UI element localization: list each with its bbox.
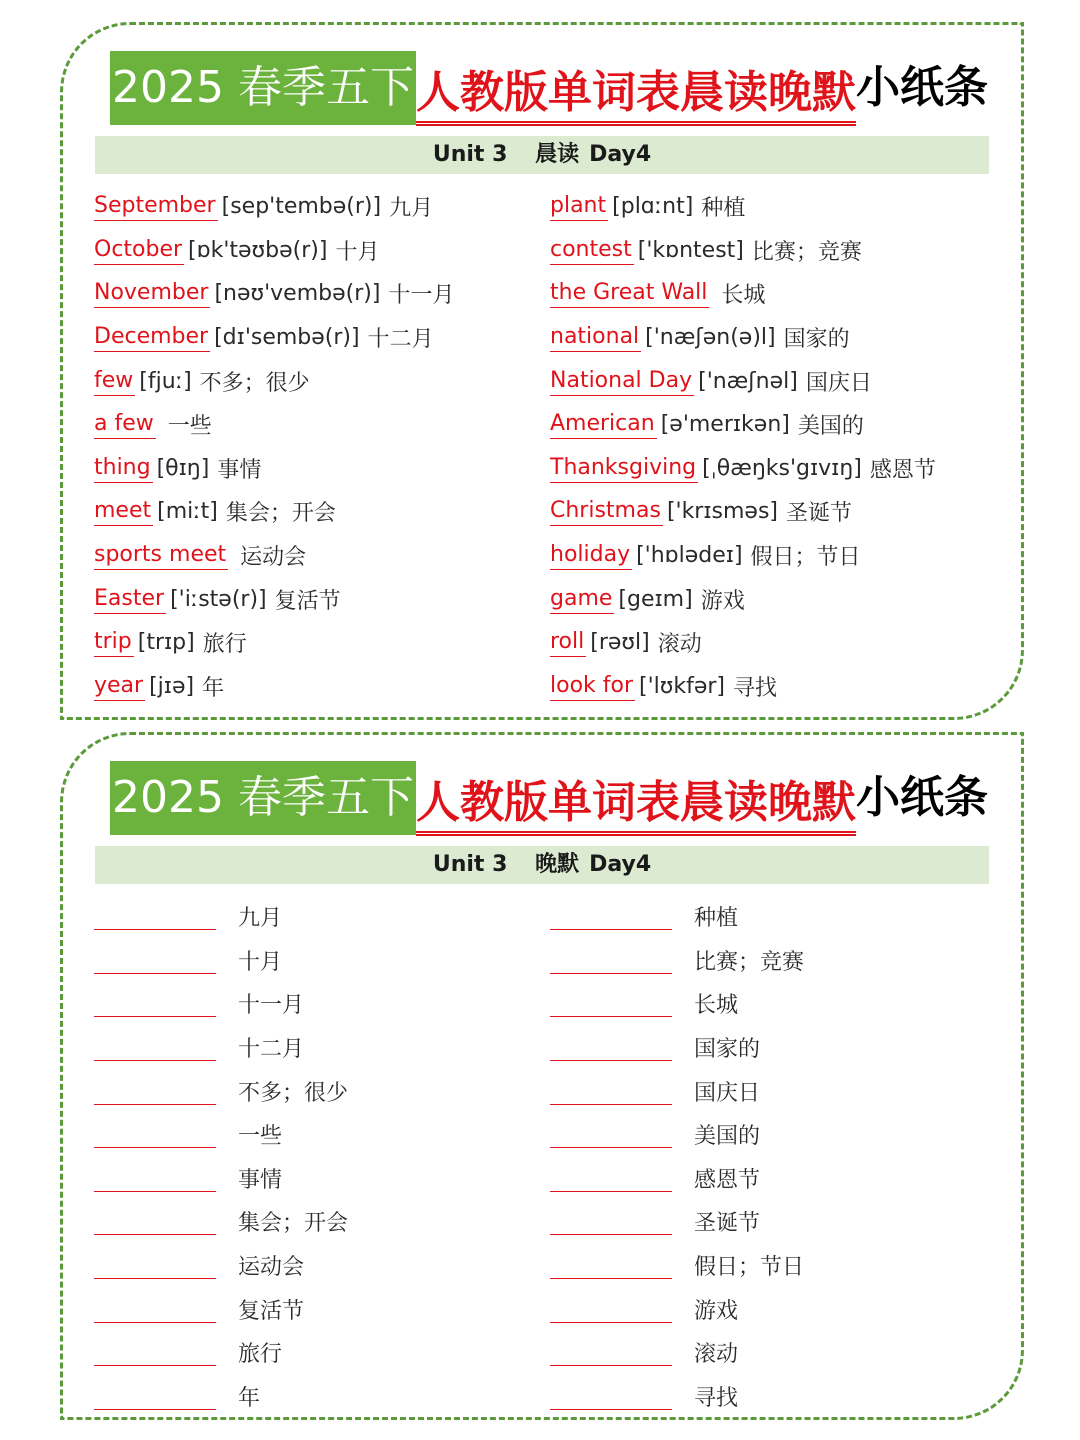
english-word: the Great Wall bbox=[550, 279, 709, 308]
dictation-row bbox=[550, 1287, 804, 1331]
chinese-meaning: 美国的 bbox=[797, 414, 864, 440]
english-word: Easter bbox=[94, 585, 166, 614]
answer-blank[interactable] bbox=[550, 947, 672, 974]
word-row bbox=[550, 447, 936, 491]
answer-blank[interactable] bbox=[94, 1165, 216, 1192]
chinese-meaning: 事情 bbox=[238, 1167, 283, 1193]
answer-blank[interactable] bbox=[550, 1121, 672, 1148]
chinese-meaning: 十月 bbox=[335, 239, 380, 265]
chinese-meaning: 滚动 bbox=[657, 632, 702, 658]
phonetic: [geɪm] bbox=[618, 586, 693, 612]
chinese-meaning: 九月 bbox=[389, 196, 434, 222]
answer-blank[interactable] bbox=[550, 1339, 672, 1366]
chinese-meaning: 十一月 bbox=[238, 993, 305, 1019]
title-green-part: 2025 春季五下 bbox=[110, 51, 416, 125]
chinese-meaning: 旅行 bbox=[202, 632, 247, 658]
word-row bbox=[550, 577, 936, 621]
chinese-meaning: 美国的 bbox=[694, 1124, 761, 1150]
chinese-meaning: 旅行 bbox=[238, 1342, 283, 1368]
chinese-meaning: 九月 bbox=[238, 906, 283, 932]
morning-reading-card bbox=[60, 22, 1024, 720]
phonetic: [jɪə] bbox=[149, 673, 195, 699]
chinese-meaning: 种植 bbox=[701, 196, 746, 222]
chinese-meaning: 集会；开会 bbox=[238, 1211, 349, 1237]
english-word: meet bbox=[94, 497, 153, 526]
answer-blank[interactable] bbox=[550, 1165, 672, 1192]
chinese-meaning: 十月 bbox=[238, 949, 283, 975]
chinese-meaning: 复活节 bbox=[238, 1298, 305, 1324]
chinese-meaning: 国家的 bbox=[694, 1037, 761, 1063]
english-word: few bbox=[94, 367, 135, 396]
chinese-meaning: 比赛；竞赛 bbox=[694, 949, 805, 975]
phonetic: ['iːstə(r)] bbox=[170, 586, 267, 612]
chinese-meaning: 复活节 bbox=[274, 588, 341, 614]
day-label: Day4 bbox=[589, 142, 652, 167]
answer-blank[interactable] bbox=[94, 1296, 216, 1323]
chinese-meaning: 运动会 bbox=[238, 1255, 305, 1281]
dictation-row bbox=[550, 939, 804, 983]
word-row bbox=[94, 185, 454, 229]
english-word: Thanksgiving bbox=[550, 454, 698, 483]
title-black-part: 小纸条 bbox=[855, 772, 988, 823]
word-row bbox=[94, 359, 454, 403]
phonetic: [ə'merɪkən] bbox=[660, 412, 790, 438]
dictation-list-right bbox=[550, 895, 804, 1418]
chinese-meaning: 国庆日 bbox=[805, 370, 872, 396]
chinese-meaning: 感恩节 bbox=[694, 1167, 761, 1193]
word-row bbox=[550, 665, 936, 709]
english-word: thing bbox=[94, 454, 153, 483]
mode-label: 晨读 bbox=[535, 142, 580, 167]
chinese-meaning: 圣诞节 bbox=[694, 1211, 761, 1237]
phonetic: ['hɒlədeɪ] bbox=[636, 543, 743, 569]
dictation-row bbox=[94, 1069, 348, 1113]
unit-bar bbox=[95, 846, 989, 884]
phonetic: ['næʃən(ə)l] bbox=[645, 325, 776, 351]
english-word: roll bbox=[550, 628, 586, 657]
english-word: trip bbox=[94, 628, 134, 657]
dictation-row bbox=[94, 1200, 348, 1244]
chinese-meaning: 十二月 bbox=[367, 327, 434, 353]
chinese-meaning: 寻找 bbox=[733, 675, 778, 701]
english-word: contest bbox=[550, 236, 634, 265]
word-row bbox=[94, 534, 454, 578]
phonetic: [θɪŋ] bbox=[156, 455, 210, 481]
chinese-meaning: 滚动 bbox=[694, 1342, 739, 1368]
chinese-meaning: 寻找 bbox=[694, 1385, 739, 1411]
phonetic: [dɪ'sembə(r)] bbox=[214, 325, 360, 351]
phonetic: ['kɒntest] bbox=[637, 237, 744, 263]
title-green-part: 2025 春季五下 bbox=[110, 761, 416, 835]
title-red-part: 人教版单词表晨读晚默 bbox=[416, 775, 856, 836]
answer-blank[interactable] bbox=[94, 1208, 216, 1235]
dictation-row bbox=[94, 982, 348, 1026]
english-word: December bbox=[94, 323, 210, 352]
answer-blank[interactable] bbox=[550, 1208, 672, 1235]
chinese-meaning: 十一月 bbox=[388, 283, 455, 309]
word-row bbox=[550, 534, 936, 578]
answer-blank[interactable] bbox=[94, 947, 216, 974]
english-word: holiday bbox=[550, 541, 632, 570]
word-row bbox=[550, 490, 936, 534]
phonetic: [sep'tembə(r)] bbox=[221, 194, 382, 220]
english-word: game bbox=[550, 585, 614, 614]
title-black-part: 小纸条 bbox=[855, 62, 988, 113]
page-title bbox=[110, 761, 988, 835]
answer-blank[interactable] bbox=[550, 990, 672, 1017]
dictation-row bbox=[550, 982, 804, 1026]
phonetic: [trɪp] bbox=[137, 630, 195, 656]
phonetic: ['krɪsməs] bbox=[666, 499, 779, 525]
chinese-meaning: 假日；节日 bbox=[694, 1255, 805, 1281]
unit-label: Unit 3 bbox=[432, 852, 508, 877]
word-row bbox=[550, 403, 936, 447]
answer-blank[interactable] bbox=[550, 1296, 672, 1323]
english-word: November bbox=[94, 279, 210, 308]
answer-blank[interactable] bbox=[94, 1252, 216, 1279]
dictation-row bbox=[550, 1244, 804, 1288]
dictation-row bbox=[550, 1331, 804, 1375]
chinese-meaning: 种植 bbox=[694, 906, 739, 932]
answer-blank[interactable] bbox=[94, 1339, 216, 1366]
dictation-row bbox=[550, 1375, 804, 1419]
chinese-meaning: 长城 bbox=[694, 993, 739, 1019]
dictation-list-left bbox=[94, 895, 348, 1418]
answer-blank[interactable] bbox=[550, 1383, 672, 1410]
dictation-row bbox=[94, 1375, 348, 1419]
word-row bbox=[94, 577, 454, 621]
chinese-meaning: 长城 bbox=[721, 283, 766, 309]
page-title bbox=[110, 51, 988, 125]
dictation-row bbox=[550, 1200, 804, 1244]
dictation-row bbox=[550, 895, 804, 939]
dictation-row bbox=[94, 939, 348, 983]
chinese-meaning: 集会；开会 bbox=[225, 501, 336, 527]
english-word: National Day bbox=[550, 367, 694, 396]
phonetic: [nəʊ'vembə(r)] bbox=[214, 281, 381, 307]
chinese-meaning: 十二月 bbox=[238, 1037, 305, 1063]
word-row bbox=[94, 665, 454, 709]
english-word: American bbox=[550, 410, 657, 439]
answer-blank[interactable] bbox=[550, 1034, 672, 1061]
phonetic: [rəʊl] bbox=[590, 630, 650, 656]
chinese-meaning: 不多；很少 bbox=[238, 1080, 349, 1106]
answer-blank[interactable] bbox=[94, 1034, 216, 1061]
answer-blank[interactable] bbox=[550, 903, 672, 930]
dictation-row bbox=[94, 1157, 348, 1201]
chinese-meaning: 比赛；竞赛 bbox=[751, 239, 862, 265]
dictation-row bbox=[94, 895, 348, 939]
english-word: look for bbox=[550, 672, 635, 701]
chinese-meaning: 游戏 bbox=[700, 588, 745, 614]
chinese-meaning: 不多；很少 bbox=[199, 370, 310, 396]
title-red-part: 人教版单词表晨读晚默 bbox=[416, 65, 856, 126]
chinese-meaning: 假日；节日 bbox=[750, 545, 861, 571]
phonetic: [ɒk'təʊbə(r)] bbox=[188, 237, 328, 263]
chinese-meaning: 圣诞节 bbox=[786, 501, 853, 527]
english-word: October bbox=[94, 236, 184, 265]
word-row bbox=[550, 316, 936, 360]
phonetic: [miːt] bbox=[157, 499, 218, 525]
chinese-meaning: 事情 bbox=[217, 457, 262, 483]
dictation-row bbox=[550, 1069, 804, 1113]
word-list-right bbox=[550, 185, 936, 708]
phonetic: ['lʊkfər] bbox=[639, 673, 725, 699]
english-word: September bbox=[94, 192, 218, 221]
dictation-row bbox=[94, 1287, 348, 1331]
evening-dictation-card bbox=[60, 732, 1024, 1420]
phonetic: [ˌθæŋks'gɪvɪŋ] bbox=[702, 455, 862, 481]
english-word: sports meet bbox=[94, 541, 228, 570]
chinese-meaning: 国家的 bbox=[783, 327, 850, 353]
answer-blank[interactable] bbox=[94, 990, 216, 1017]
english-word: national bbox=[550, 323, 641, 352]
phonetic: ['næʃnəl] bbox=[698, 368, 798, 394]
mode-label: 晚默 bbox=[535, 852, 580, 877]
word-row bbox=[550, 359, 936, 403]
phonetic: [plɑːnt] bbox=[612, 194, 694, 220]
english-word: year bbox=[94, 672, 145, 701]
word-row bbox=[94, 621, 454, 665]
word-list-left bbox=[94, 185, 454, 708]
word-row bbox=[94, 272, 454, 316]
unit-label: Unit 3 bbox=[432, 142, 508, 167]
chinese-meaning: 运动会 bbox=[240, 545, 307, 571]
answer-blank[interactable] bbox=[94, 903, 216, 930]
answer-blank[interactable] bbox=[94, 1383, 216, 1410]
chinese-meaning: 年 bbox=[202, 675, 225, 701]
english-word: plant bbox=[550, 192, 608, 221]
dictation-row bbox=[94, 1026, 348, 1070]
word-row bbox=[94, 490, 454, 534]
answer-blank[interactable] bbox=[94, 1078, 216, 1105]
answer-blank[interactable] bbox=[550, 1252, 672, 1279]
word-row bbox=[550, 272, 936, 316]
chinese-meaning: 一些 bbox=[238, 1124, 283, 1150]
chinese-meaning: 游戏 bbox=[694, 1298, 739, 1324]
chinese-meaning: 年 bbox=[238, 1385, 261, 1411]
dictation-row bbox=[94, 1113, 348, 1157]
answer-blank[interactable] bbox=[94, 1121, 216, 1148]
english-word: Christmas bbox=[550, 497, 663, 526]
dictation-row bbox=[94, 1331, 348, 1375]
word-row bbox=[550, 185, 936, 229]
word-row bbox=[94, 403, 454, 447]
day-label: Day4 bbox=[589, 852, 652, 877]
dictation-row bbox=[550, 1157, 804, 1201]
dictation-row bbox=[94, 1244, 348, 1288]
word-row bbox=[94, 316, 454, 360]
answer-blank[interactable] bbox=[550, 1078, 672, 1105]
word-row bbox=[550, 229, 936, 273]
dictation-row bbox=[550, 1026, 804, 1070]
word-row bbox=[94, 229, 454, 273]
chinese-meaning: 一些 bbox=[167, 414, 212, 440]
word-row bbox=[550, 621, 936, 665]
dictation-row bbox=[550, 1113, 804, 1157]
chinese-meaning: 国庆日 bbox=[694, 1080, 761, 1106]
phonetic: [fjuː] bbox=[139, 368, 192, 394]
unit-bar bbox=[95, 136, 989, 174]
word-row bbox=[94, 447, 454, 491]
english-word: a few bbox=[94, 410, 156, 439]
chinese-meaning: 感恩节 bbox=[869, 457, 936, 483]
